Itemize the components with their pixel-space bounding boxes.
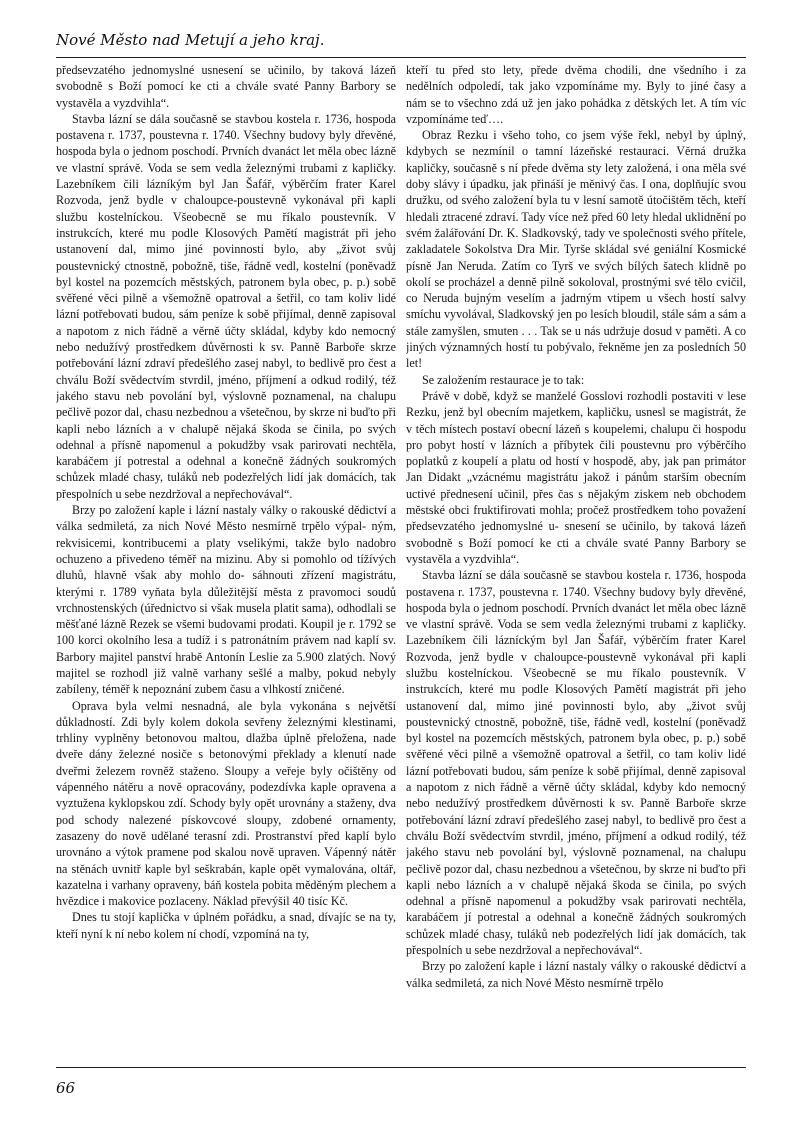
paragraph: Brzy po založení kaple i lázní nastaly války o rakouské dědictví a válka sedmiletá, za nich Nové Město nesmírně trpělo [406, 959, 746, 990]
paragraph: Právě v době, když se manželé Gosslovi rozhodli postaviti v lese Rezku, jenž byl obecním majetkem, kapličku, usnesl se magistrát, že v těch místech postaví obecní lázeň s koupelemi, chalupu či hospodu pro pobyt hostí v lázních a příbytek čili poustevnu pro výběrčího poplatků z koupelí a platu od hostí v hospodě, aby, jak pan primátor Jan Didakt „vzácnému magistrátu jakož i pánům starším obecním uctivé přednesení učinil, přes čas s nějakým ziskem neb obchodem městské obci fruktifirovati mohla; pročež prostředkem toho považení předsevzatého jednomyslné u- snesení se učinilo, by taková lázeň svobodně s Boží pomocí ke cti a chvále svaté Panny Barbory se vystavěla a vyzdvihla“. [406, 388, 746, 566]
paragraph: Se založením restaurace je to tak: [422, 372, 585, 387]
paragraph: Brzy po založení kaple i lázní nastaly války o rakouské dědictví a válka sedmiletá, za nich Nové Město nesmírně trpělo výpal- ným, rekvisicemi, kontribucemi a platy vselikými, takže bylo nadobro ochuzeno a přivedeno téměř na mizinu. Aby si pomohlo od tížívých dluhů, hlavně však aby mohlo do- sáhnouti zřízení magistrátu, kterými r. 1789 vyňata byla důležitější města z pravomoci soudů vrchnostenských (úřednictvo si však musela platit sama), odhodlali se měšťané lázně Rezek se všemi budovami prodati. Koupil je r. 1792 se 100 korci okolního lesa a tudíž i s patronátním právem nad kaplí sv. Barbory majitel panství hrabě Antonín Leslie za 5.900 zlatých. Nový majitel se rozhodl již valně varhany sešlé a malby, pokud nebyly zabíleny, téměř k nepoznání zubem času a vlhkostí zničené. [56, 503, 396, 697]
header-rule [56, 57, 746, 58]
paragraph: předsevzatého jednomyslné usnesení se učinilo, by taková lázeň svobodně s Boží pomocí ke cti a chvále svaté Panny Barbory se vystavěla a vyzdvihla“. [56, 63, 396, 110]
footer-rule [56, 1067, 746, 1068]
left-column [56, 62, 396, 1065]
running-head: Nové Město nad Metují a jeho kraj. [56, 31, 325, 49]
paragraph: kteří tu před sto lety, přede dvěma chodili, dne všedního i za nedělních odpoledí, tak jako vzpomínáme my. Byly to jiné časy a nám se to všechno zdá už jen jako pohádka z dětských let. A tím víc vzpomínáme teď…. [406, 63, 746, 126]
paragraph: Oprava byla velmi nesnadná, ale byla vykonána s největší důkladností. Zdi byly kolem dokola sevřeny železnými klestinami, trhliny vyplněny betonovou maltou, dlažba úplně přeložena, nade dveře dány železné nosiče s betonovými překlady a klenutí nade dveřmi železem rovněž staženo. Sloupy a veřeje byly očištěny od vápenného nátěru a nově opracovány, podezdívka kaple opravena a vyztužena kyklopskou zdí. Schody byly opět urovnány a staženy, dva pod schody nalezené pískovcové sloupy, zdobené ornamenty, zasazeny do nově udělané terasní zdi. Prostranství před kaplí bylo urovnáno a výtok pramene pod skalou nově upraven. Vápenný nátěr na stěnách uvnitř kaple byl seškrabán, kaple opět vymalována, oltář, kazatelna i varhany opraveny, báň kostela pobita měděným plechem a hvězdice i makovice pozlaceny. Náklad převýšil 40 tisíc Kč. [56, 698, 396, 909]
right-column [406, 62, 746, 1065]
page-number: 66 [56, 1079, 76, 1097]
paragraph: Dnes tu stojí kaplička v úplném pořádku, a snad, dívajíc se na ty, kteří nyní k ní nebo kolem ní chodí, vzpomíná na ty, [56, 910, 396, 941]
paragraph: Stavba lázní se dála současně se stavbou kostela r. 1736, hospoda postavena r. 1737, poustevna r. 1740. Všechny budovy byly dřevěné, hospoda byla o jednom poschodí. Prvních dvanáct let měla obec lázně ve vlastní správě. Voda se sem vedla železnými trubami z kapličky. Lazebníkem čili lázníkým byl Jan Šafář, výběrčím frater Karel Rozvoda, jenž bydle v chaloupce-poustevně vykonával při kapli službu kostelníckou. Všeobecně se mu říkalo poustevník. V instrukcích, které mu podle Klosových Pamětí magistrát při jeho ustanovení dal, mimo jiné povinnosti bylo, aby „život svůj poustevnický ctnostně, pobožně, tiše, řádně vedl, kostelní (poněvadž byl kostel na pozemcích městských, patronem byla obec, p. p.) sobě svěřené věci pilně a všemožně opatroval a šetřil, co tam koliv lidé lázní potřebovati budou, sám peníze k sobě přijímal, denně zapisoval a napotom z nich řádně a věrně účty skládal, kdyby kdo nemocný nebo nedužívý prostředkem důvěrnosti k sv. Panně Barboře skrze potřebování lázní zdraví předešlého zasej nabyl, to bedlivě pro čest a chválu Boží svědectvím stvrdil, jméno, příjmení a odkud rodilý, též jakého stavu neb povolání byl, výslovně poznamenal, na chalupu pečlivě pozor dal, chasu nezbednou a všetečnou, by skrze ni buďto při kapli nebo lázních a v chalupě nějaká škoda se činila, po svých odehnal a přísně napomenul a pokudžby vsak parirovati nechtěla, karabáčem jí potrestal a odehnal a konečně žádných soukromých schůzek mladé chasy, tuláků neb podezřelých lidí jak domácích, tak přespolních u sebe nezdržoval a nepřechovával“. [56, 111, 396, 501]
paragraph: Stavba lázní se dála současně se stavbou kostela r. 1736, hospoda postavena r. 1737, poustevna r. 1740. Všechny budovy byly dřevěné, hospoda byla o jednom poschodí. Prvních dvanáct let měla obec lázně ve vlastní správě. Voda se sem vedla železnými trubami z kapličky. Lazebníkem čili lázníckým byl Jan Šafář, výběrčím frater Karel Rozvoda, jenž bydle v chaloupce-poustevně vykonával při kapli službu kostelníckou. Všeobecně se mu říkalo poustevník. V instrukcích, které mu podle Klosových Pamětí magistrát při jeho ustanovení dal, mimo jiné povinnosti bylo, aby „život svůj poustevnický ctnostně, pobožně, tiše, řádně vedl, kostelní (poněvadž byl kostel na pozemcích městských, patronem byla obec, p. p.) sobě svěřené věci pilně a všemožně opatroval a šetřil, co tam koliv lidé lázní potřebovati budou, sám peníze k sobě přijímal, denně zapisoval a napotom z nich řádně a věrně účty skládal, kdyby kdo nemocný nebo nedužívý prostředkem důvěrnosti k sv. Panně Barboře skrze potřebování lázní zdraví předešlého zasej nabyl, to bedlivě pro čest a chválu Boží svědectvím stvrdil, jméno, příjmení a odkud rodilý, též jakého stavu neb povolání byl, výslovně poznamenal, na chalupu pečlivě pozor dal, chasu nezbednou a všetečnou, by skrze ni buďto při kapli nebo lázních a v chalupě nějaká škoda se činila, po svých odehnal a přísně napomenul a pokudžby vsak parirovati nechtěla, karabáčem jí potrestal a odehnal a konečně žádných soukromých schůzek mladé chasy, tuláků neb podezřelých lidí jak domácích, tak přespolních u sebe nezdržoval a nepřechovával“. [406, 568, 746, 958]
paragraph: Obraz Rezku i všeho toho, co jsem výše řekl, nebyl by úplný, kdybych se nezmínil o tamní lázeňské restauraci. Věrná družka kapličky, současně s ní přede dvěma sty lety založená, i ona měla své doby slávy i úpadku, jak přináší je měnivý čas. I ona, doplňujíc svou družku, od svého založení byla tu v lesní samotě útočištěm těch, kteří hledali ztracené zdraví. Tady více než před 60 lety hledal uklidnění po svém žalářování Dr. K. Sladkovský, tady ve společnosti svého přítele, zakladatele Sokolstva Dra Mir. Tyrše skládal své geniální Kosmické písně Jan Neruda. Zatím co Tyrš ve svých bílých šatech klidně po okolí se procházel a denně pilně sokoloval, prostnými své tělo cvičil, co Neruda bujným veselím a jadrným vtipem u všech hostí salvy smíchu vyvolával, Sladkovský jen po lesích bloudil, stále sám a sám a stále zamyšlen, smuten . . . Tak se u nás udržuje dosud v paměti. A co jiných významných hostí tu pobývalo, řekněme jen za posledních 50 let! [406, 128, 746, 371]
